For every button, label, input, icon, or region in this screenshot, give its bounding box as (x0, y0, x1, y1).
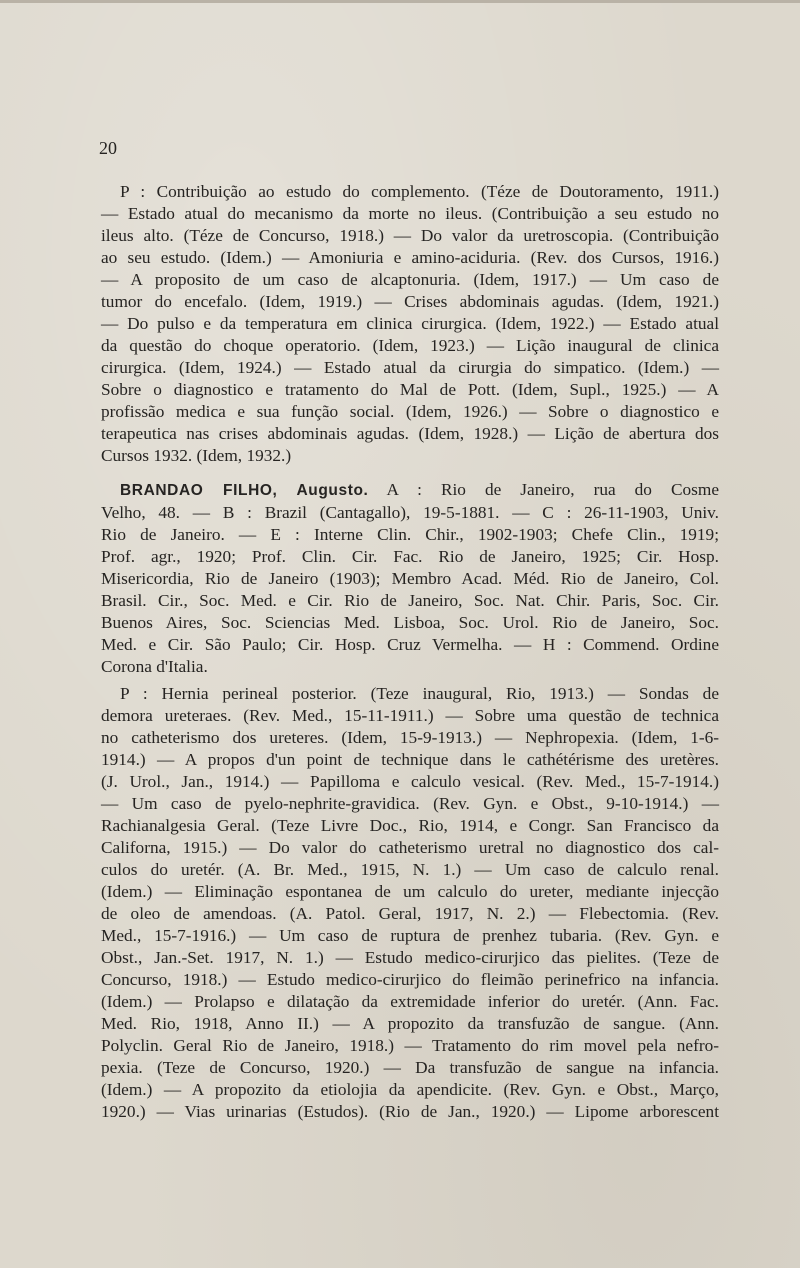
text-line: Med. Rio, 1918, Anno II.) — A propozito da transfuzão de sangue. (Ann. (101, 1014, 719, 1033)
text-line: (Idem.) — Prolapso e dilatação da extremidade inferior do uretér. (Ann. Fac. (101, 992, 719, 1011)
page-number: 20 (99, 138, 117, 158)
text-line: (Idem.) — Eliminação espontanea de um calculo do ureter, mediante injecção (101, 882, 719, 901)
bibliography-entry-continued (101, 181, 719, 467)
text-line: Californa, 1915.) — Do valor do catheterismo uretral no diagnostico dos cal- (101, 838, 719, 857)
text-line: de oleo de amendoas. (A. Patol. Geral, 1917, N. 2.) — Flebectomia. (Rev. (101, 904, 719, 923)
author-name: BRANDAO FILHO, Augusto. (120, 482, 369, 499)
text-line: 1914.) — A propos d'un point de technique dans le cathétérisme des uretères. (101, 750, 719, 769)
text-line: Polyclin. Geral Rio de Janeiro, 1918.) — Tratamento do rim movel pela nefro- (101, 1036, 719, 1055)
text-line: (J. Urol., Jan., 1914.) — Papilloma e calculo vesical. (Rev. Med., 15-7-1914.) (101, 772, 719, 791)
text-line: — Do pulso e da temperatura em clinica cirurgica. (Idem, 1922.) — Estado atual (101, 314, 719, 333)
text-line: ao seu estudo. (Idem.) — Amoniuria e amino-aciduria. (Rev. dos Cursos, 1916.) (101, 248, 719, 267)
text-line: (Idem.) — A propozito da etiolojia da apendicite. (Rev. Gyn. e Obst., Março, (101, 1080, 719, 1099)
text-line: cirurgica. (Idem, 1924.) — Estado atual da cirurgia do simpatico. (Idem.) — (101, 358, 719, 377)
text-line: pexia. (Teze de Concurso, 1920.) — Da transfuzão de sangue na infancia. (101, 1058, 719, 1077)
text-line: — Um caso de pyelo-nephrite-gravidica. (Rev. Gyn. e Obst., 9-10-1914.) — (101, 794, 719, 813)
text-line: Rachianalgesia Geral. (Teze Livre Doc., Rio, 1914, e Congr. San Francisco da (101, 816, 719, 835)
text-line: da questão do choque operatorio. (Idem, 1923.) — Lição inaugural de clinica (101, 336, 719, 355)
text-line: Concurso, 1918.) — Estudo medico-cirurjico do fleimão perinefrico na infancia. (101, 970, 719, 989)
text-line: P : Hernia perineal posterior. (Teze inaugural, Rio, 1913.) — Sondas de (120, 684, 719, 703)
bibliography-entry (101, 683, 719, 1123)
page-top-edge (0, 0, 800, 3)
text-line: Prof. agr., 1920; Prof. Clin. Cir. Fac. Rio de Janeiro, 1925; Cir. Hosp. (101, 547, 719, 566)
text-line: Velho, 48. — B : Brazil (Cantagallo), 19-5-1881. — C : 26-11-1903, Univ. (101, 503, 719, 522)
text-line: ileus alto. (Téze de Concurso, 1918.) — Do valor da uretroscopia. (Contribuição (101, 226, 719, 245)
text-line: 1920.) — Vias urinarias (Estudos). (Rio de Jan., 1920.) — Lipome arborescent (101, 1102, 719, 1121)
text-line: — Estado atual do mecanismo da morte no ileus. (Contribuição a seu estudo no (101, 204, 719, 223)
text-line: Rio de Janeiro. — E : Interne Clin. Chir., 1902-1903; Chefe Clin., 1919; (101, 525, 719, 544)
text-line: Obst., Jan.-Set. 1917, N. 1.) — Estudo medico-cirurjico das pielites. (Teze de (101, 948, 719, 967)
text-line: Cursos 1932. (Idem, 1932.) (101, 446, 292, 465)
text-line: profissão medica e sua função social. (Idem, 1926.) — Sobre o diagnostico e (101, 402, 719, 421)
text-line: Brasil. Cir., Soc. Med. e Cir. Rio de Janeiro, Soc. Nat. Chir. Paris, Soc. Cir. (101, 591, 719, 610)
text-line: Buenos Aires, Soc. Sciencias Med. Lisboa, Soc. Urol. Rio de Janeiro, Soc. (101, 613, 719, 632)
text-line: Misericordia, Rio de Janeiro (1903); Membro Acad. Méd. Rio de Janeiro, Col. (101, 569, 719, 588)
text-line: terapeutica nas crises abdominais agudas. (Idem, 1928.) — Lição de abertura dos (101, 424, 719, 443)
text-line: culos do uretér. (A. Br. Med., 1915, N. 1.) — Um caso de calculo renal. (101, 860, 719, 879)
text-line: Corona d'Italia. (101, 657, 208, 676)
text-line: demora ureteraes. (Rev. Med., 15-11-1911.) — Sobre uma questão de technica (101, 706, 719, 725)
text-line: Sobre o diagnostico e tratamento do Mal de Pott. (Idem, Supl., 1925.) — A (101, 380, 719, 399)
text-line: P : Contribuição ao estudo do complemento. (Téze de Doutoramento, 1911.) (120, 182, 719, 201)
entry-heading-text: A : Rio de Janeiro, rua do Cosme (386, 480, 719, 499)
text-line: tumor do encefalo. (Idem, 1919.) — Crises abdominais agudas. (Idem, 1921.) (101, 292, 719, 311)
biography-entry (101, 479, 719, 678)
text-line: Med., 15-7-1916.) — Um caso de ruptura de prenhez tubaria. (Rev. Gyn. e (101, 926, 719, 945)
entry-heading-line (101, 479, 719, 502)
text-line: Med. e Cir. São Paulo; Cir. Hosp. Cruz Vermelha. — H : Commend. Ordine (101, 635, 719, 654)
text-line: no catheterismo dos ureteres. (Idem, 15-9-1913.) — Nephropexia. (Idem, 1-6- (101, 728, 719, 747)
text-line: — A proposito de um caso de alcaptonuria. (Idem, 1917.) — Um caso de (101, 270, 719, 289)
